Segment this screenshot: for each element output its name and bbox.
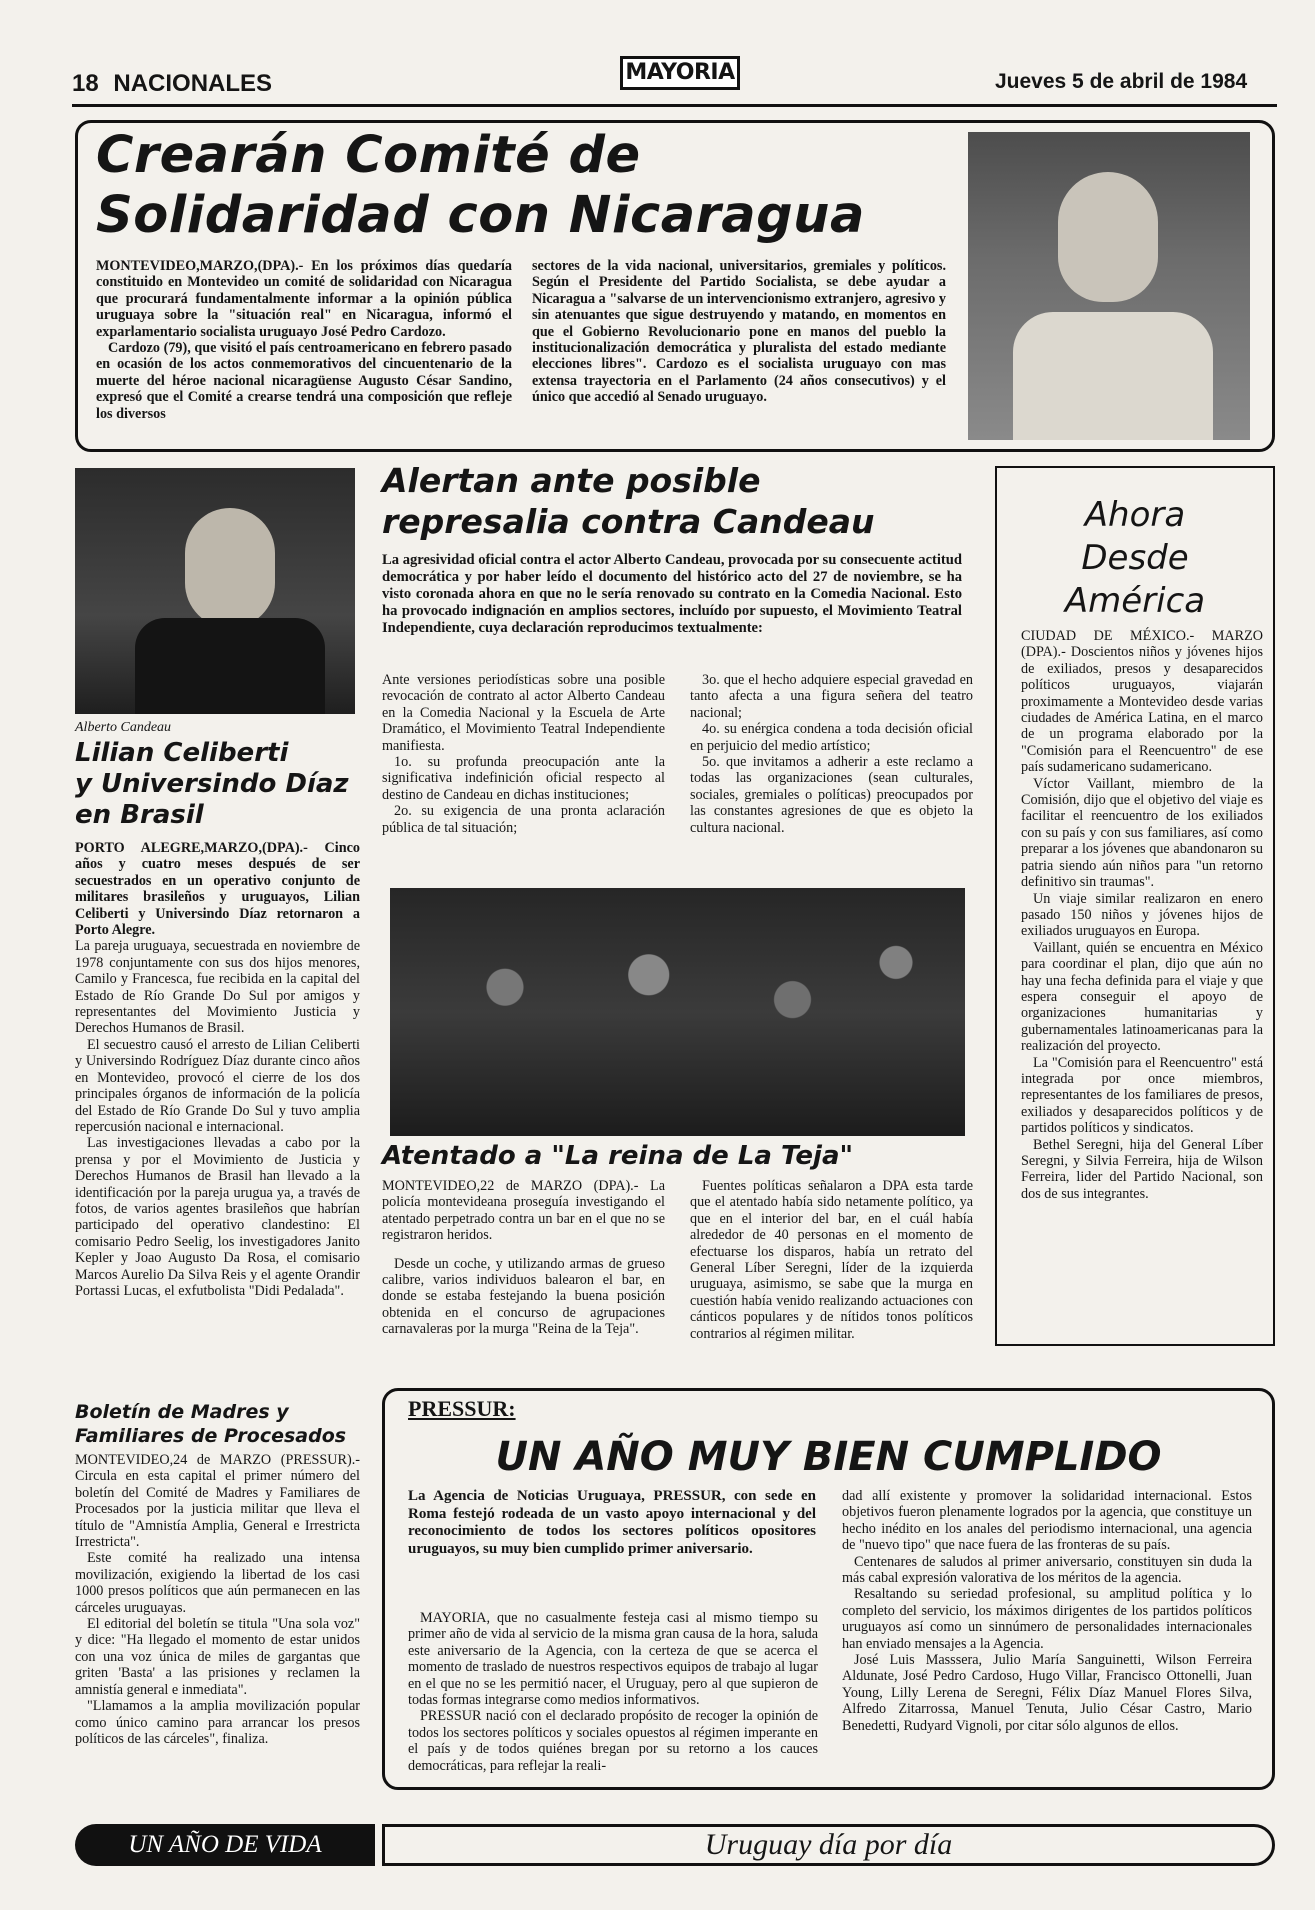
masthead-logo [620,56,740,90]
ahora-headline-line3: América [1064,581,1206,621]
pressur-lead [408,1488,816,1558]
boletin-p1: MONTEVIDEO,24 de MARZO (PRESSUR).- Circula en esta capital el primer número del boletín del Comité de Madres y Familiares de Procesados por la justicia militar que lleva el título de "Amnistía Amplia, General e Irrestricta Irrestricta". [75,1452,360,1551]
candeau-col1-p3: 2o. su exigencia de una pronta aclaración pública de tal situación; [382,803,665,836]
nicaragua-col1 [96,258,512,422]
masthead-text: MAYORIA [625,60,735,85]
nicaragua-headline-line1: Crearán Comité de [96,126,641,185]
pressur-col2 [842,1488,1252,1734]
header-rule [72,104,1277,107]
footer-banner-right-text: Uruguay día por día [704,1828,953,1861]
cardozo-photo-head [1058,172,1158,302]
teja-col1-p2: Desde un coche, y utilizando armas de grueso calibre, varios individuos balearon el bar, en donde se estaba festejando la buena posición obtenida en el concurso de agrupaciones carnavaleras por la murga "Reina de la Teja". [382,1255,665,1338]
teja-col1-p1: MONTEVIDEO,22 de MARZO (DPA).- La policía montevideana proseguía investigando el atentado perpetrado contra un bar en el que no se registraron heridos. [382,1178,665,1244]
boletin-headline [75,1400,365,1448]
candeau-caption: Alberto Candeau [75,720,172,735]
cardozo-photo-body [1013,312,1213,440]
ahora-p4: Vaillant, quién se encuentra en México para coordinar el plan, dijo que aún no hay una fecha definida para el viaje y que espera conseguir el apoyo de organizaciones humanitarias y gubernamentales latinoamericanas para la realización del proyecto. [1021,939,1263,1055]
section-name: NACIONALES [113,70,273,97]
boletin-p2: Este comité ha realizado una intensa movilización, exigiendo la libertad de los casi 1000 presos políticos que aún permanecen en las cárceles uruguayas. [75,1550,360,1616]
pressur-col1-p2: PRESSUR nació con el declarado propósito de recoger la opinión de todos los sectores políticos y sociales opuestos al régimen imperante en el país y de todos quiénes bregan por su retorno a los cauces democráticas, para reflejar la reali- [408,1708,818,1774]
ahora-p6: Bethel Seregni, hija del General Líber Seregni, y Silvia Ferreira, hija de Wilson Ferreira, lider del Partido Nacional, son dos de sus integrantes. [1021,1136,1263,1202]
candeau-col1 [382,672,665,836]
candeau-photo-figure [185,508,275,628]
footer-banner-left [75,1824,375,1866]
ahora-p1: CIUDAD DE MÉXICO.- MARZO (DPA).- Doscientos niños y jóvenes hijos de exiliados, presos y desaparecidos políticos uruguayos, viajarán proximamente a Montevideo desde varias ciudades de América Latina, en el marco de un programa elaborado por la "Comisión para el Reencuentro" de ese país sudamericano sudamericano. [1021,628,1263,776]
pressur-col2-p3: Resaltando su seriedad profesional, su amplitud política y lo completo del servicio, los máximos dirigentes de los partidos políticos uruguayos así como un sinnúmero de personalidades internacionales han enviado mensajes a la Agencia. [842,1586,1252,1652]
cardozo-photo [968,132,1250,440]
boletin-p4: "Llamamos a la amplia movilización popular como único camino para arrancar los presos políticos de las cárceles", finaliza. [75,1698,360,1747]
nicaragua-col2 [532,258,946,406]
ahora-p3: Un viaje similar realizaron en enero pasado 150 niños y jóvenes hijos de exiliados uruguayos en Europa. [1021,890,1263,940]
candeau-photo [75,468,355,714]
candeau-col2-p2: 4o. su enérgica condena a toda decisión oficial en perjuicio del medio artístico; [690,721,973,754]
ahora-headline [995,494,1275,623]
boletin-p3: El editorial del boletín se titula "Una sola voz" y dice: "Ha llegado el momento de estar unidos con una voz única de miles de gargantas que griten 'Basta' a las prisiones y reclamen la amnistía general e inmediata". [75,1616,360,1698]
ahora-p5: La "Comisión para el Reencuentro" está integrada por once miembros, representantes de los familiares de presos, exiliados y desaparecidos políticos y de partidos políticos y sindicatos. [1021,1054,1263,1137]
candeau-headline [382,460,982,542]
pressur-headline: UN AÑO MUY BIEN CUMPLIDO [495,1434,1162,1480]
candeau-col2-p3: 5o. que invitamos a adherir a este reclamo a todas las organizaciones (sean culturales, sociales, gremiales o políticas) preocupados por las constantes agresiones de que es objeto la cultura nacional. [690,754,973,836]
lilian-headline [75,738,365,831]
issue-date: Jueves 5 de abril de 1984 [995,70,1248,93]
ahora-p2: Víctor Vaillant, miembro de la Comisión, dijo que el objetivo del viaje es facilitar el reencuentro de los exiliados con su país y con sus familiares, así como preparar a los jóvenes que abandonaron su patria siendo aún niños para "un retorno definitivo sin traumas". [1021,775,1263,891]
lilian-lead: PORTO ALEGRE,MARZO,(DPA).- Cinco años y cuatro meses después de ser secuestrados en un operativo conjunto de militares brasileños y uruguayos, Lilian Celiberti y Universindo Díaz retornaron a Porto Alegre. [75,840,360,939]
ahora-headline-line2: Desde [1081,538,1189,578]
teja-col1 [382,1178,665,1338]
pressur-kicker: PRESSUR: [408,1396,516,1421]
teja-col2 [690,1178,973,1342]
nicaragua-col1-p1: MONTEVIDEO,MARZO,(DPA).- En los próximos días quedaría constituido en Montevideo un comité de solidaridad con Nicaragua que procurará fundamentalmente informar a la opinión pública uruguaya sobre la "situación real" en Nicaragua, informó el exparlamentario socialista uruguayo José Pedro Cardozo. [96,258,512,340]
candeau-col2-p1: 3o. que el hecho adquiere especial gravedad en tanto afecta a una figura señera del teatro nacional; [690,672,973,721]
candeau-col2 [690,672,973,836]
candeau-headline-line2: represalia contra Candeau [382,502,875,541]
pressur-lead-text: La Agencia de Noticias Uruguaya, PRESSUR, con sede en Roma festejó rodeada de un vasto apoyo internacional y del reconocimiento de todos los sectores políticos opositores uruguayos, su muy bien cumplido primer aniversario. [408,1488,816,1557]
murga-photo [390,888,965,1136]
candeau-headline-line1: Alertan ante posible [382,461,761,500]
page-number-section [72,70,272,98]
lilian-p3: Las investigaciones llevadas a cabo por la prensa y por el Movimiento de Justicia y Derechos Humanos de Brasil han llevado a la identificación por la pareja urugua ya, a través de fotos, de varios agentes brasileños que habrían participado del operativo clandestino: El comisario Pedro Seelig, los investigadores Janito Kepler y Joao Augusto Da Rosa, el comisario Marcos Aurelio Da Silva Reis y el agente Orandir Portassi Lucas, el exfutbolista "Didi Pedalada". [75,1135,360,1299]
candeau-col1-p1: Ante versiones periodísticas sobre una posible revocación de contrato al actor Alberto Candeau en la Comedia Nacional y la Escuela de Arte Dramático, el Movimiento Teatral Independiente manifiesta. [382,672,665,754]
nicaragua-col1-p2: Cardozo (79), que visitó el país centroamericano en febrero pasado en ocasión de los actos conmemorativos del cincuentenario de la muerte del héroe nacional nicaragüense Augusto César Sandino, expresó que el Comité a crearse tendrá una composición que refleje los diversos [96,340,512,422]
pressur-col2-p1: dad allí existente y promover la solidaridad internacional. Estos objetivos fueron plenamente logrados por la agencia, que constituye un hecho inédito en los anales del periodismo internacional, una agencia de "nuevo tipo" que nace fuera de las fronteras de su país. [842,1488,1252,1554]
page-number: 18 [72,70,99,97]
lilian-body [75,840,360,1299]
pressur-col1-p1: MAYORIA, que no casualmente festeja casi al mismo tiempo su primer año de vida al servicio de la misma gran causa de la hora, saluda este aniversario de la Agencia, con la certeza de que se acerca el momento de traslado de nuestros respectivos equipos de trabajo al lugar en el que no se les permitió nacer, el Uruguay, pero al que supieron de todas formas integrarse como medios informativos. [408,1610,818,1709]
nicaragua-col2-p1: sectores de la vida nacional, universitarios, gremiales y políticos. Según el Presidente del Partido Socialista, se debe ayudar a Nicaragua a "salvarse de un intervencionismo extranjero, agresivo y sin atenuantes que sigue destruyendo y matando, en momentos en que el Gobierno Revolucionario pone en manos del pueblo la institucionalización democrática y pluralista del estado mediante elecciones libres". Cardozo es el socialista uruguayo con mas extensa trayectoria en el Parlamento (24 años consecutivos) y el único que accedió al Senado uruguayo. [532,258,946,406]
boletin-headline-line2: Familiares de Procesados [75,1425,347,1447]
lilian-headline-line1: Lilian Celiberti [75,738,289,768]
lilian-p1: La pareja uruguaya, secuestrada en noviembre de 1978 conjuntamente con sus dos hijos menores, Camilo y Francesca, fue recibida en la capital del Estado de Río Grande Do Sul por amigos y representantes del Movimiento Justicia y Derechos Humanos de Brasil. [75,938,360,1037]
candeau-lead [382,552,962,637]
lilian-headline-line2: y Universindo Díaz [75,769,349,799]
ahora-headline-line1: Ahora [1084,495,1186,535]
pressur-col2-p4: José Luis Masssera, Julio María Sanguinetti, Wilson Ferreira Aldunate, José Pedro Cardoso, Hugo Villar, Francisco Ottonelli, Juan Young, Lilly Lerena de Seregni, Félix Díaz Manuel Flores Silva, Alfredo Zitarrossa, Manuel Tenuta, Julio César Castro, Mario Benedetti, Rudyard Vignoli, por citar sólo algunos de ellos. [842,1652,1252,1734]
candeau-col1-p2: 1o. su profunda preocupación ante la significativa indefinición oficial respecto al destino de Candeau en dichas instituciones; [382,754,665,803]
teja-col2-p1: Fuentes políticas señalaron a DPA esta tarde que el atentado había sido netamente político, ya que en el interior del bar, en el cuál había alrededor de 40 personas en el momento de efectuarse los disparos, había un retrato del General Líber Seregni, líder de la izquierda uruguaya, asimismo, se sabe que la murga en cuestión había venido realizando actuaciones con cánticos populares y de nítidos tonos políticos contrarios al régimen militar. [690,1178,973,1342]
footer-banner-left-text: UN AÑO DE VIDA [128,1831,322,1858]
lilian-headline-line3: en Brasil [75,800,204,830]
candeau-photo-body [135,618,325,714]
boletin-body [75,1452,360,1747]
nicaragua-headline-line2: Solidaridad con Nicaragua [96,186,865,245]
nicaragua-headline [96,126,956,246]
pressur-col1 [408,1610,818,1774]
pressur-col2-p2: Centenares de saludos al primer aniversario, constituyen sin duda la más cabal expresión valorativa de los méritos de la agencia. [842,1553,1252,1587]
ahora-body [1021,628,1263,1202]
boletin-headline-line1: Boletín de Madres y [75,1401,289,1423]
candeau-lead-text: La agresividad oficial contra el actor Alberto Candeau, provocada por su consecuente actitud democrática y por haber leído el documento del histórico acto del 27 de noviembre, se ha visto coronada ahora en que no le sería renovado su contrato en la Comedia Nacional. Esto ha provocado indignación en amplios sectores, incluído por supuesto, el Movimiento Teatral Independiente, cuya declaración reproducimos textualmente: [382,552,962,636]
footer-banner-right [382,1824,1275,1866]
lilian-p2: El secuestro causó el arresto de Lilian Celiberti y Universindo Rodríguez Díaz durante cinco años en Montevideo, provocó el cierre de los dos principales órganos de información de la policía del Estado de Río Grande Do Sul y tuvo amplia repercusión nacional e internacional. [75,1036,360,1135]
teja-headline: Atentado a "La reina de La Teja" [382,1141,854,1171]
